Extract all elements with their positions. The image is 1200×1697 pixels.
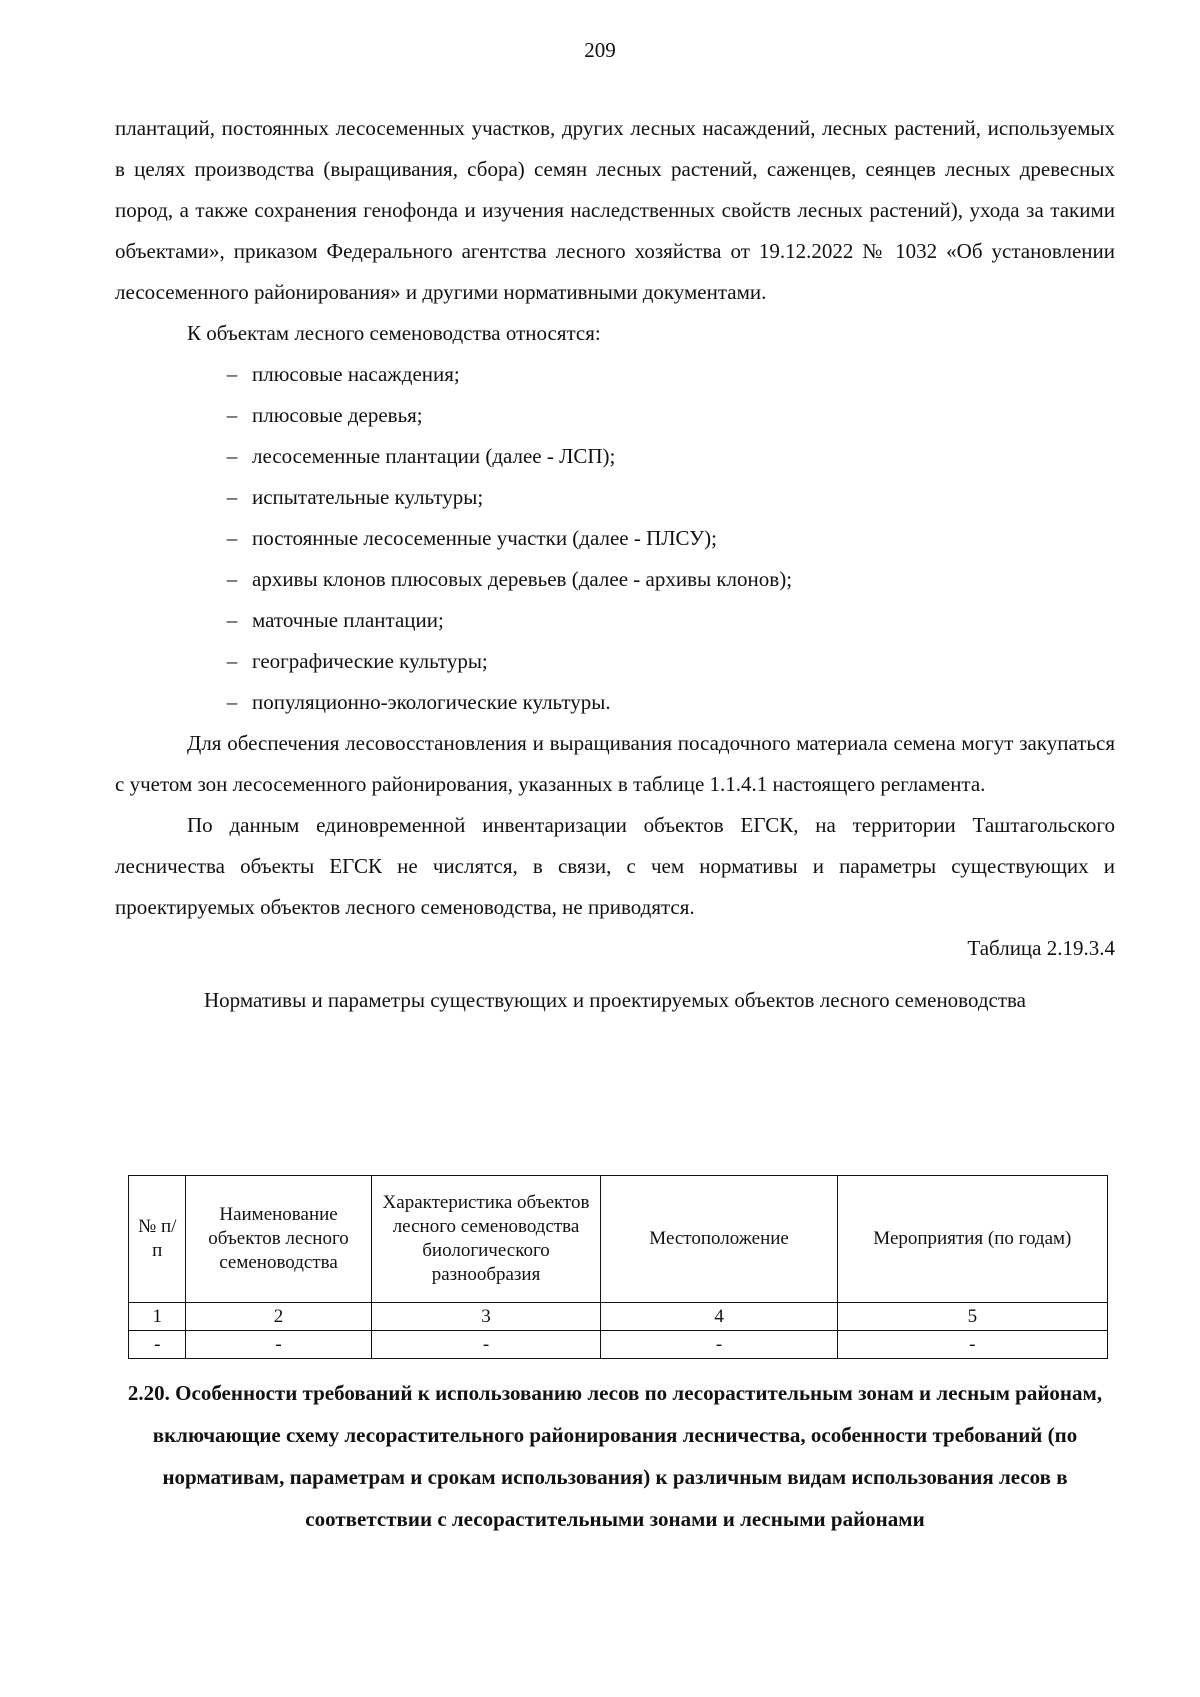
table-row [129, 1331, 1108, 1359]
dash-marker: – [226, 485, 238, 509]
table-cell: - [837, 1331, 1107, 1359]
paragraph-objects-intro: К объектам лесного семеноводства относятся: [187, 321, 601, 345]
dash-marker: – [226, 608, 238, 632]
document-body [115, 108, 1115, 1013]
dash-marker: – [226, 690, 238, 714]
dash-marker: – [226, 403, 238, 427]
list-item: – географические культуры; [115, 641, 1115, 682]
table-cell: 1 [129, 1303, 186, 1331]
header-activities: Мероприятия (по годам) [837, 1176, 1107, 1303]
list-item: – маточные плантации; [115, 600, 1115, 641]
table-label: Таблица 2.19.3.4 [967, 936, 1115, 960]
list-item: – лесосеменные плантации (далее - ЛСП); [115, 436, 1115, 477]
paragraph-seed-zoning: Для обеспечения лесовосстановления и выращивания посадочного материала семена могут закупаться с учетом зон лесосеменного районирования, указанных в таблице 1.1.4.1 настоящего регламента. [115, 731, 1115, 796]
table-header-row [129, 1176, 1108, 1303]
table-numbering-row [129, 1303, 1108, 1331]
dash-marker: – [226, 444, 238, 468]
header-location: Местоположение [601, 1176, 837, 1303]
list-item: – архивы клонов плюсовых деревьев (далее - архивы клонов); [115, 559, 1115, 600]
table-cell: 3 [371, 1303, 601, 1331]
list-item: – постоянные лесосеменные участки (далее - ПЛСУ); [115, 518, 1115, 559]
table-cell: 4 [601, 1303, 837, 1331]
table-cell: - [601, 1331, 837, 1359]
table-cell: - [129, 1331, 186, 1359]
header-number: № п/п [129, 1176, 186, 1303]
list-item: – плюсовые насаждения; [115, 354, 1115, 395]
dash-marker: – [226, 567, 238, 591]
header-characteristics: Характеристика объектов лесного семеноводства биологического разнообразия [371, 1176, 601, 1303]
page-number: 209 [584, 38, 616, 62]
dash-marker: – [226, 526, 238, 550]
list-item: – испытательные культуры; [115, 477, 1115, 518]
header-object-name: Наименование объектов лесного семеноводства [186, 1176, 371, 1303]
list-item: – плюсовые деревья; [115, 395, 1115, 436]
table-caption: Нормативы и параметры существующих и проектируемых объектов лесного семеноводства [203, 988, 1026, 1012]
dash-marker: – [226, 649, 238, 673]
list-item: – популяционно-экологические культуры. [115, 682, 1115, 723]
section-heading: 2.20. Особенности требований к использованию лесов по лесорастительным зонам и лесным районам, включающие схему лесорастительного районирования лесничества, особенности требований (по нормативам, параметрам и срокам использования) к различным видам использования лесов в соответствии с лесорастительными зонами и лесными районами [127, 1381, 1103, 1531]
table-cell: - [371, 1331, 601, 1359]
seed-objects-list [115, 354, 1115, 723]
paragraph-intro: плантаций, постоянных лесосеменных участков, других лесных насаждений, лесных растений, используемых в целях производства (выращивания, сбора) семян лесных растений, саженцев, сеянцев лесных древесных пород, а также сохранения генофонда и изучения наследственных свойств лесных растений), ухода за такими объектами», приказом Федерального агентства лесного хозяйства от 19.12.2022 № 1032 «Об установлении лесосеменного районирования» и другими нормативными документами. [115, 116, 1115, 304]
paragraph-inventory: По данным единовременной инвентаризации объектов ЕГСК, на территории Таштагольского лесничества объекты ЕГСК не числятся, в связи, с чем нормативы и параметры существующих и проектируемых объектов лесного семеноводства, не приводятся. [115, 813, 1115, 919]
dash-marker: – [226, 362, 238, 386]
table-cell: - [186, 1331, 371, 1359]
table-cell: 5 [837, 1303, 1107, 1331]
table-cell: 2 [186, 1303, 371, 1331]
seed-objects-table [128, 1175, 1108, 1359]
